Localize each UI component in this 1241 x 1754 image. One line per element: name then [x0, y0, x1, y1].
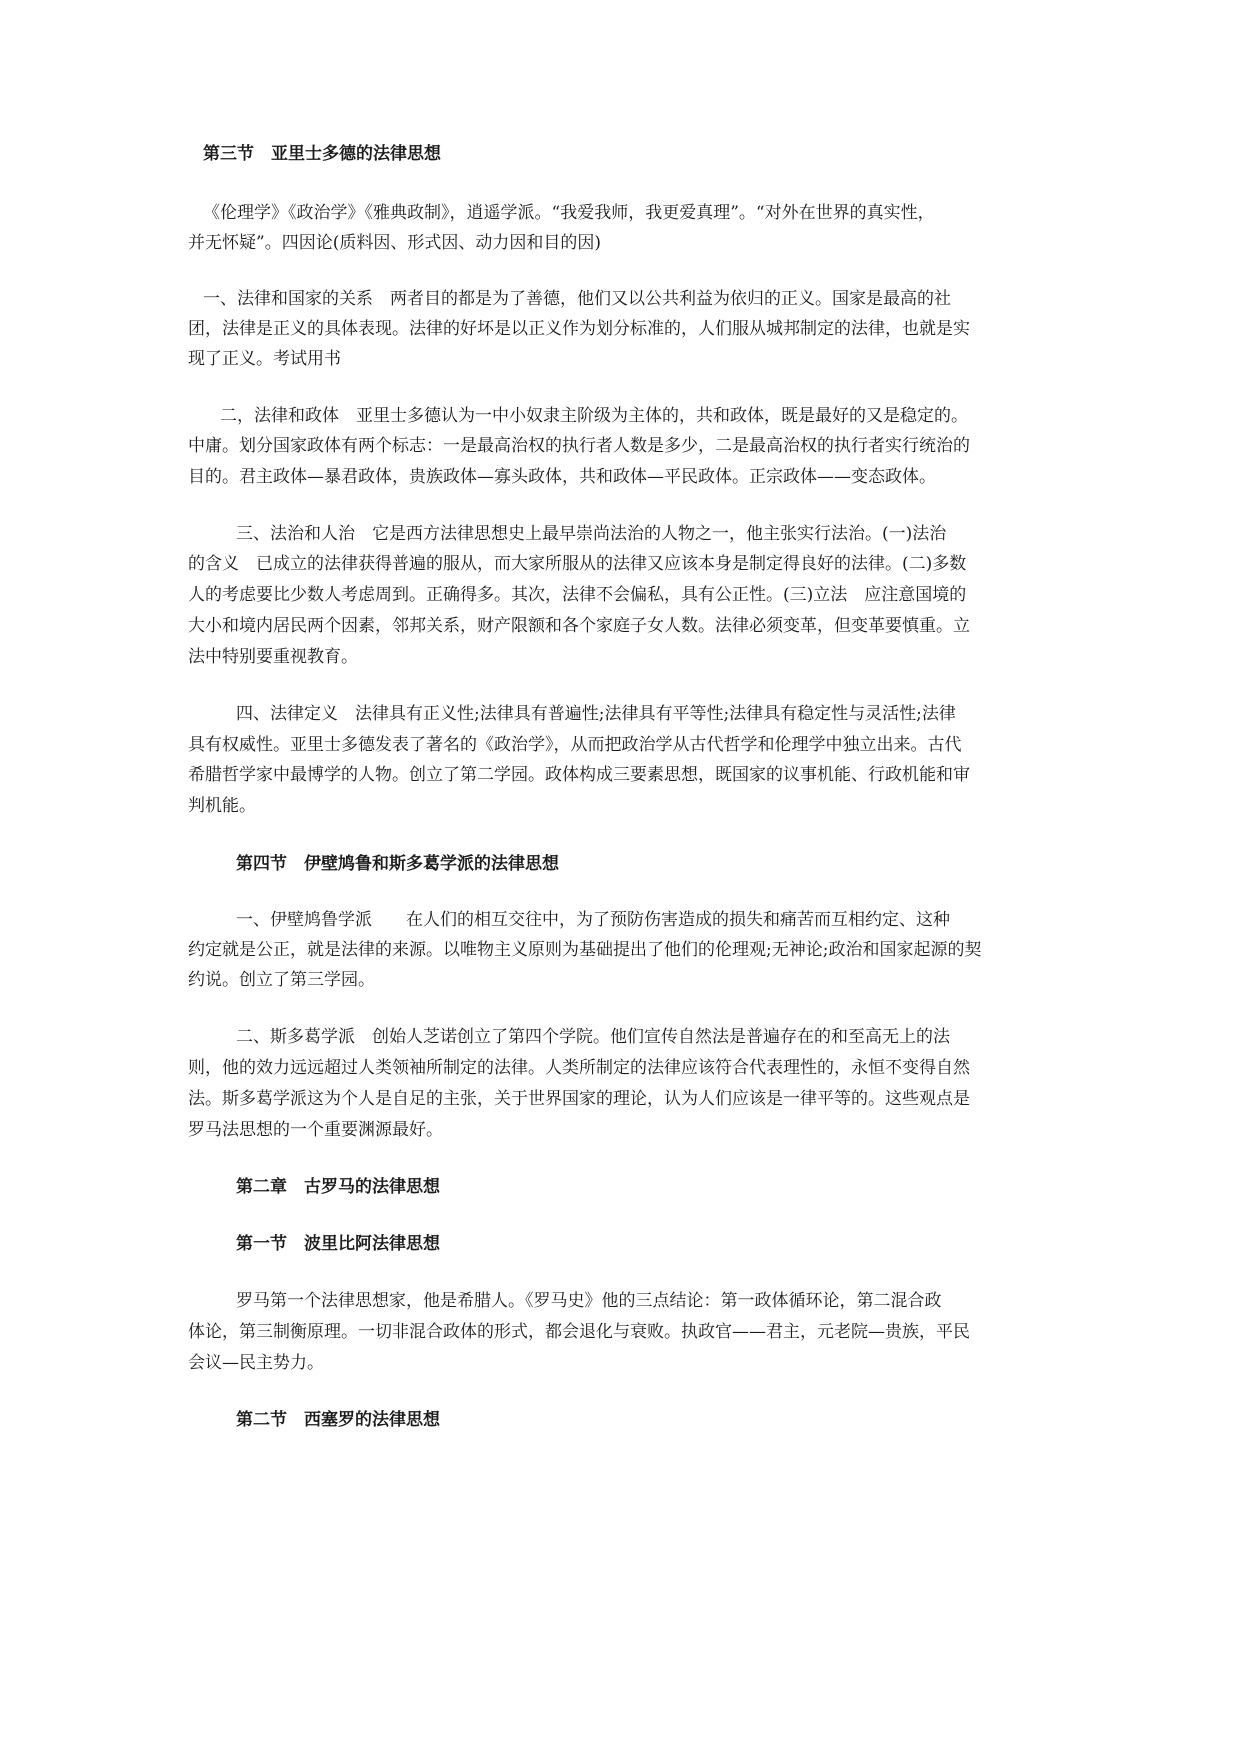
section-heading: 第一节 波里比阿法律思想 [236, 1234, 440, 1254]
paragraph-line: 团，法律是正义的具体表现。法律的好坏是以正义作为划分标准的，人们服从城邦制定的法律，也就是实 [188, 319, 970, 339]
paragraph-line: 约说。创立了第三学园。 [188, 970, 375, 990]
paragraph-line: 法中特别要重视教育。 [188, 647, 358, 667]
paragraph-line: 法。斯多葛学派这为个人是自足的主张，关于世界国家的理论，认为人们应该是一律平等的。这些观点是 [188, 1089, 970, 1109]
paragraph-line: 体论，第三制衡原理。一切非混合政体的形式，都会退化与衰败。执政官——君主，元老院—贵族，平民 [188, 1322, 970, 1342]
paragraph-line: 罗马法思想的一个重要渊源最好。 [188, 1120, 443, 1140]
paragraph-line: 则，他的效力远远超过人类领袖所制定的法律。人类所制定的法律应该符合代表理性的，永恒不变得自然 [188, 1058, 970, 1078]
paragraph-line: 一、伊壁鸠鲁学派 在人们的相互交往中，为了预防伤害造成的损失和痛苦而互相约定、这种 [236, 910, 950, 930]
paragraph-line: 一、法律和国家的关系 两者目的都是为了善德，他们又以公共利益为依归的正义。国家是最高的社 [203, 289, 951, 309]
paragraph-line: 具有权威性。亚里士多德发表了著名的《政治学》，从而把政治学从古代哲学和伦理学中独立出来。古代 [188, 735, 962, 755]
section-heading: 第二节 西塞罗的法律思想 [236, 1410, 440, 1430]
paragraph-line: 的含义 已成立的法律获得普遍的服从，而大家所服从的法律又应该本身是制定得良好的法律。(二)多数 [188, 554, 967, 574]
paragraph-line: 《伦理学》《政治学》《雅典政制》，逍遥学派。“我爱我师，我更爱真理”。“对外在世界的真实性， [203, 203, 935, 223]
paragraph-line: 四、法律定义 法律具有正义性;法律具有普遍性;法律具有平等性;法律具有稳定性与灵活性;法律 [236, 704, 956, 724]
section-heading: 第三节 亚里士多德的法律思想 [203, 144, 441, 164]
paragraph-line: 目的。君主政体—暴君政体，贵族政体—寡头政体，共和政体—平民政体。正宗政体——变态政体。 [188, 467, 936, 487]
paragraph-line: 大小和境内居民两个因素，邻邦关系，财产限额和各个家庭子女人数。法律必须变革，但变革要慎重。立 [188, 616, 970, 636]
paragraph-line: 判机能。 [188, 796, 256, 816]
chapter-heading: 第二章 古罗马的法律思想 [236, 1177, 440, 1197]
paragraph-line: 希腊哲学家中最博学的人物。创立了第二学园。政体构成三要素思想，既国家的议事机能、行政机能和审 [188, 765, 970, 785]
paragraph-line: 三、法治和人治 它是西方法律思想史上最早崇尚法治的人物之一，他主张实行法治。(一)法治 [236, 524, 947, 544]
paragraph-line: 会议—民主势力。 [188, 1353, 324, 1373]
paragraph-line: 约定就是公正，就是法律的来源。以唯物主义原则为基础提出了他们的伦理观;无神论;政治和国家起源的契 [188, 940, 982, 960]
section-heading: 第四节 伊壁鸠鲁和斯多葛学派的法律思想 [236, 854, 559, 874]
paragraph-line: 二、斯多葛学派 创始人芝诺创立了第四个学院。他们宣传自然法是普遍存在的和至高无上的法 [236, 1027, 950, 1047]
paragraph-line: 并无怀疑”。四因论(质料因、形式因、动力因和目的因) [188, 233, 601, 253]
paragraph-line: 二，法律和政体 亚里士多德认为一中小奴隶主阶级为主体的，共和政体，既是最好的又是稳定的。 [220, 406, 968, 426]
paragraph-line: 现了正义。考试用书 [188, 349, 341, 369]
paragraph-line: 罗马第一个法律思想家，他是希腊人。《罗马史》他的三点结论：第一政体循环论，第二混合政 [236, 1291, 942, 1311]
paragraph-line: 人的考虑要比少数人考虑周到。正确得多。其次，法律不会偏私，具有公正性。(三)立法 应注意国境的 [188, 585, 967, 605]
paragraph-line: 中庸。划分国家政体有两个标志：一是最高治权的执行者人数是多少，二是最高治权的执行者实行统治的 [188, 436, 970, 456]
